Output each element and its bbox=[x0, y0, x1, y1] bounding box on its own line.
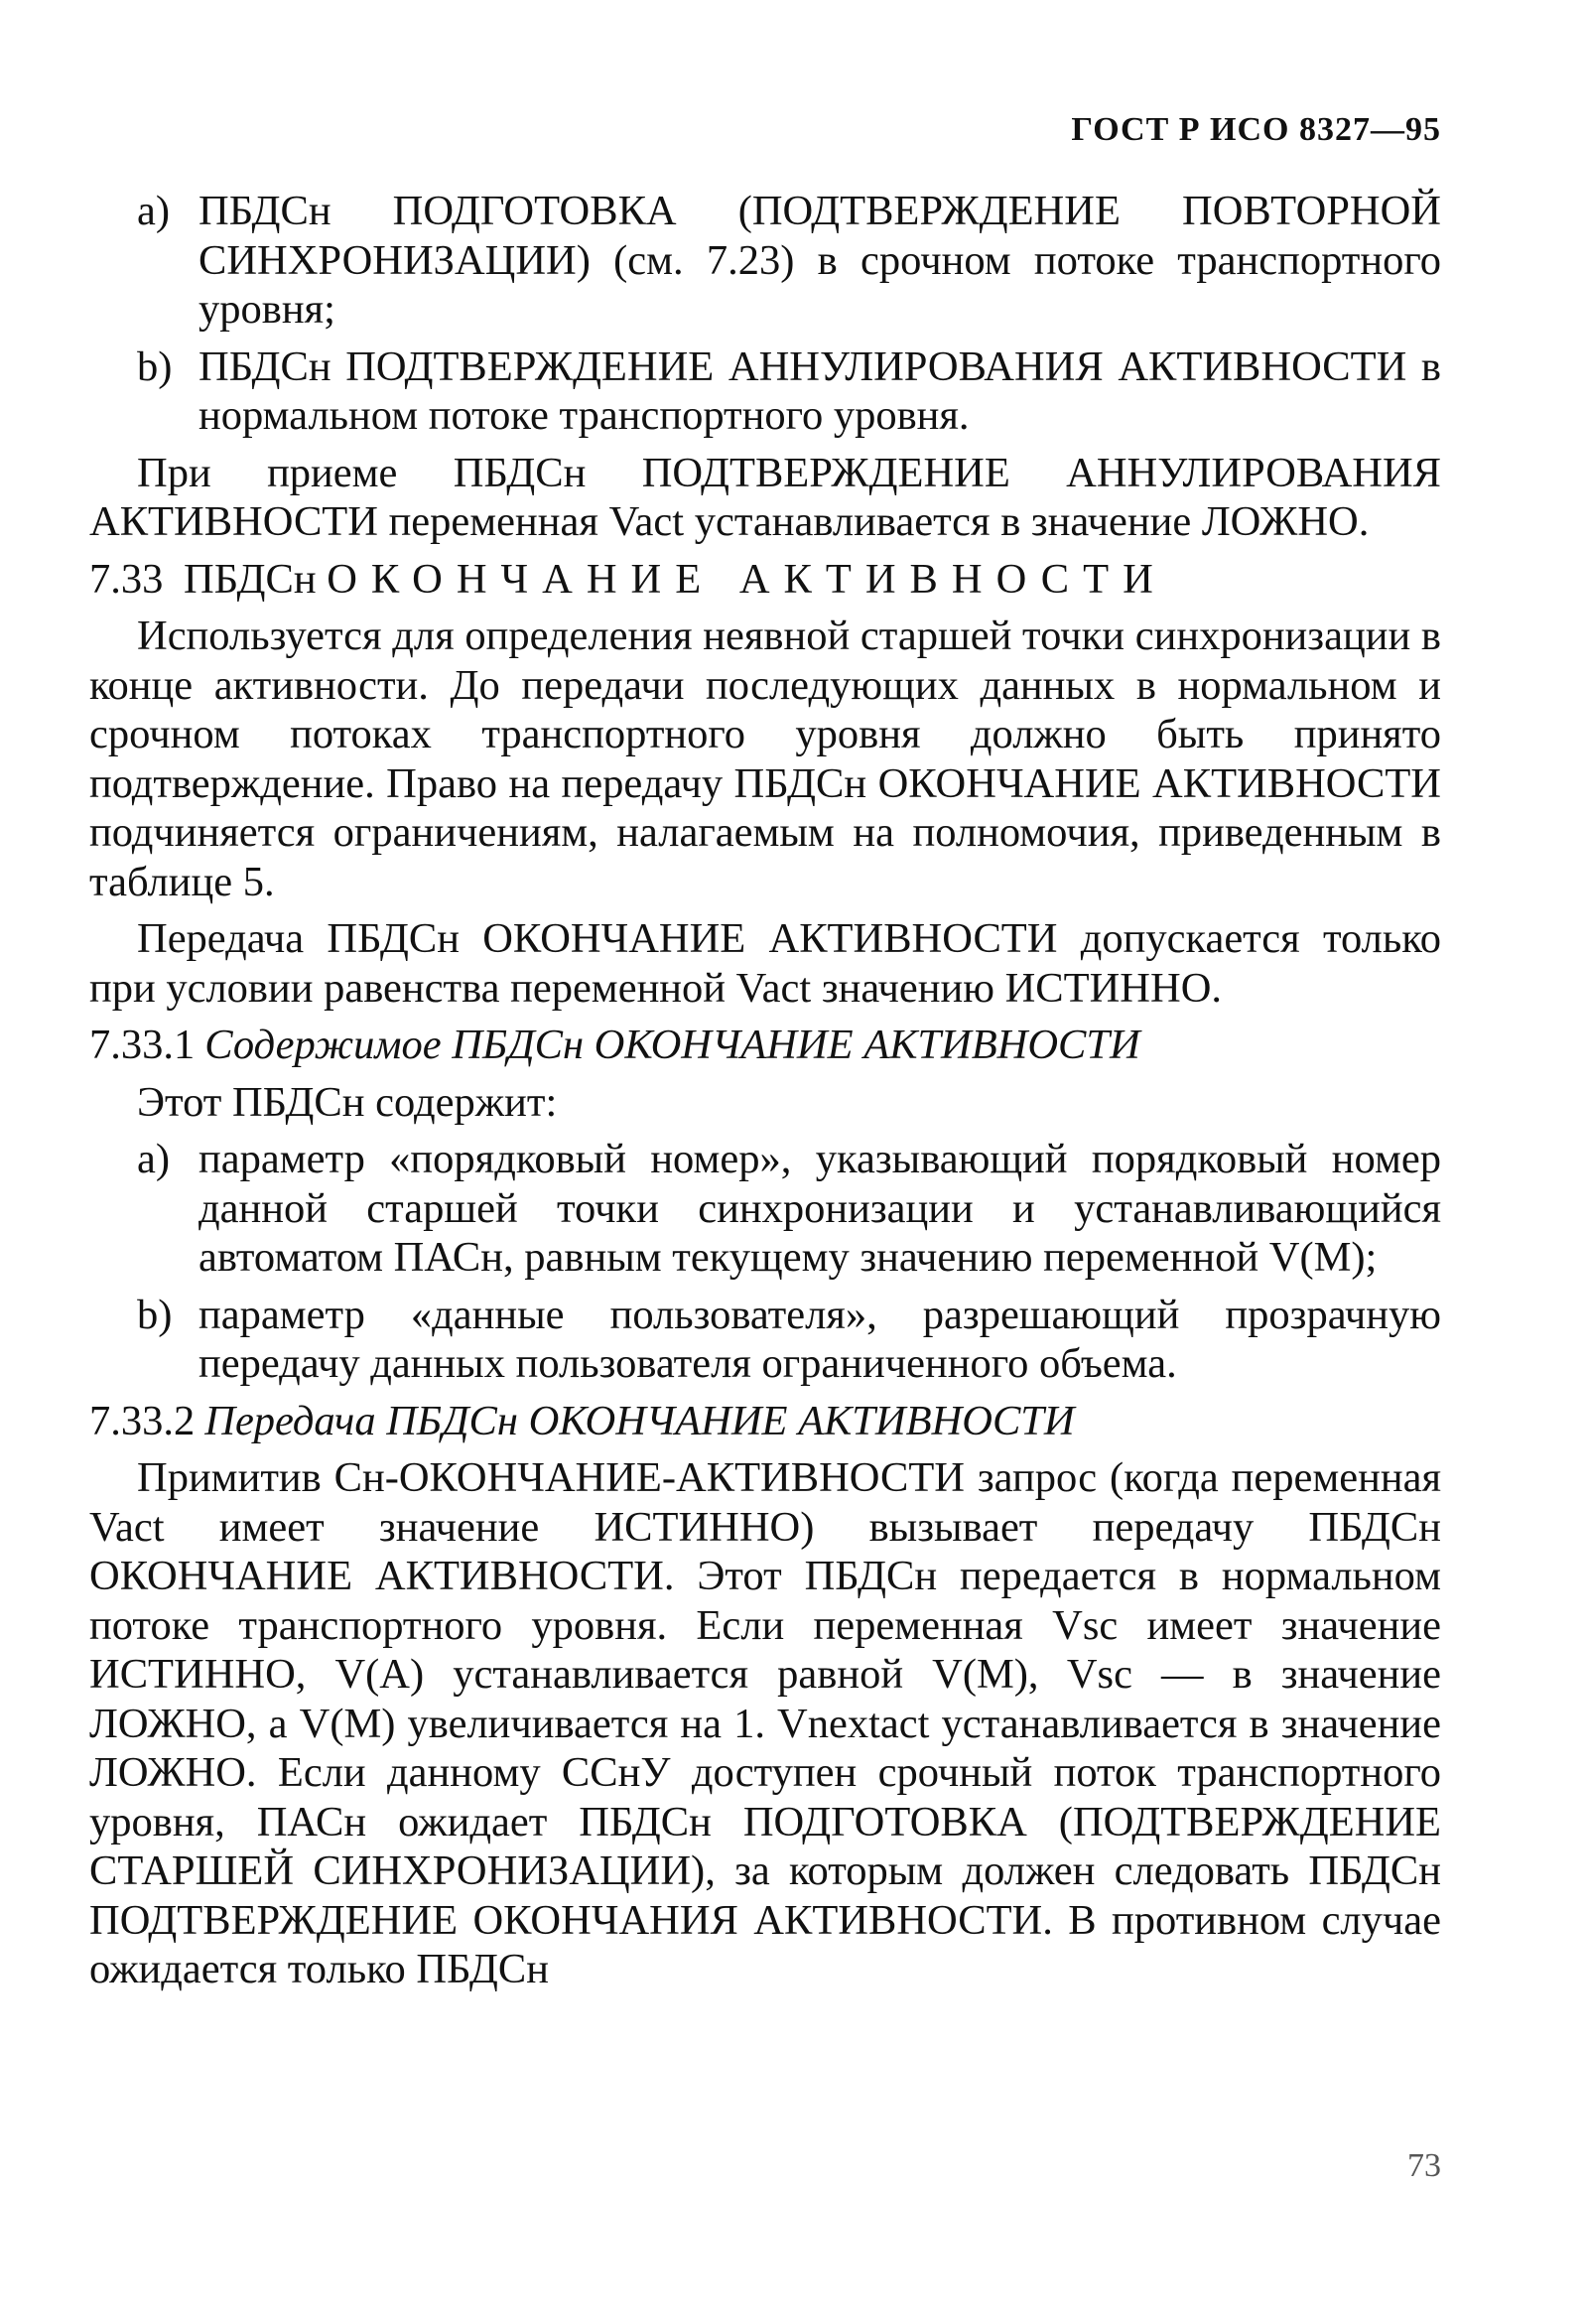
section-prefix: ПБДСн bbox=[184, 555, 317, 603]
standard-header: ГОСТ Р ИСО 8327—95 bbox=[1071, 111, 1441, 148]
list-item-text: ПБДСн ПОДГОТОВКА (ПОДТВЕРЖДЕНИЕ ПОВТОРНОЙ СИНХРОНИЗАЦИИ) (см. 7.23) в срочном потоке транспортного уровня; bbox=[198, 188, 1441, 333]
section-number: 7.33 bbox=[89, 555, 164, 603]
section-number: 7.33.2 bbox=[89, 1397, 196, 1444]
section-number: 7.33.1 bbox=[89, 1022, 196, 1068]
section-heading-7-33-2 bbox=[89, 1397, 1441, 1446]
document-body bbox=[89, 187, 1441, 2002]
list-marker: b) bbox=[137, 342, 173, 390]
section-title: ОКОНЧАНИЕ АКТИВНОСТИ bbox=[327, 555, 1167, 603]
document-page bbox=[89, 0, 1441, 2324]
section-heading-7-33 bbox=[89, 555, 1441, 605]
paragraph-primitive: Примитив Сн-ОКОНЧАНИЕ-АКТИВНОСТИ запрос (когда переменная Vact имеет значение ИСТИННО) вызывает передачу ПБДСн ОКОНЧАНИЕ АКТИВНОСТИ. Этот ПБДСн передается в нормальном потоке транспортного уровня. Если переменная Vsc имеет значение ИСТИННО, V(A) устанавливается равной V(M), Vsc — в значение ЛОЖНО, а V(M) увеличивается на 1. Vnextact устанавливается в значение ЛОЖНО. Если данному ССнУ доступен срочный поток транспортного уровня, ПАСн ожидает ПБДСн ПОДГОТОВКА (ПОДТВЕРЖДЕНИЕ СТАРШЕЙ СИНХРОНИЗАЦИИ), за которым должен следовать ПБДСн ПОДТВЕРЖДЕНИЕ ОКОНЧАНИЯ АКТИВНОСТИ. В противном случае ожидается только ПБДСн bbox=[89, 1454, 1441, 1992]
section-heading-7-33-1 bbox=[89, 1021, 1441, 1070]
list-marker: a) bbox=[137, 188, 171, 234]
paragraph-contains-intro: Этот ПБДСн содержит: bbox=[137, 1078, 558, 1126]
list-marker: b) bbox=[137, 1291, 173, 1338]
paragraph-receive: При приеме ПБДСн ПОДТВЕРЖДЕНИЕ АННУЛИРОВАНИЯ АКТИВНОСТИ переменная Vact устанавливается в значение ЛОЖНО. bbox=[89, 449, 1441, 545]
list-item-user-data bbox=[137, 1291, 1441, 1389]
paragraph-used-for: Используется для определения неявной старшей точки синхронизации в конце активности. До передачи последующих данных в нормальном и срочном потоках транспортного уровня должно быть принято подтверждение. Право на передачу ПБДСн ОКОНЧАНИЕ АКТИВНОСТИ подчиняется ограничениям, налагаемым на полномочия, приведенным в таблице 5. bbox=[89, 613, 1441, 905]
section-title: Передача ПБДСн ОКОНЧАНИЕ АКТИВНОСТИ bbox=[204, 1397, 1075, 1444]
list-item-prepare-resync bbox=[137, 187, 1441, 335]
list-item-serial-number bbox=[137, 1135, 1441, 1283]
paragraph-transfer-allowed: Передача ПБДСн ОКОНЧАНИЕ АКТИВНОСТИ допускается только при условии равенства переменной Vact значению ИСТИННО. bbox=[89, 915, 1441, 1012]
page-number: 73 bbox=[1407, 2147, 1441, 2184]
list-item-text: ПБДСн ПОДТВЕРЖДЕНИЕ АННУЛИРОВАНИЯ АКТИВНОСТИ в нормальном потоке транспортного уровня. bbox=[198, 342, 1441, 439]
list-marker: a) bbox=[137, 1136, 171, 1182]
list-item-text: параметр «данные пользователя», разрешающий прозрачную передачу данных пользователя ограниченного объема. bbox=[198, 1291, 1441, 1387]
list-item-activity-discard-confirm bbox=[137, 342, 1441, 441]
list-item-text: параметр «порядковый номер», указывающий порядковый номер данной старшей точки синхронизации и устанавливающийся автоматом ПАСн, равным текущему значению переменной V(M); bbox=[198, 1136, 1441, 1281]
section-title: Содержимое ПБДСн ОКОНЧАНИЕ АКТИВНОСТИ bbox=[204, 1022, 1140, 1068]
